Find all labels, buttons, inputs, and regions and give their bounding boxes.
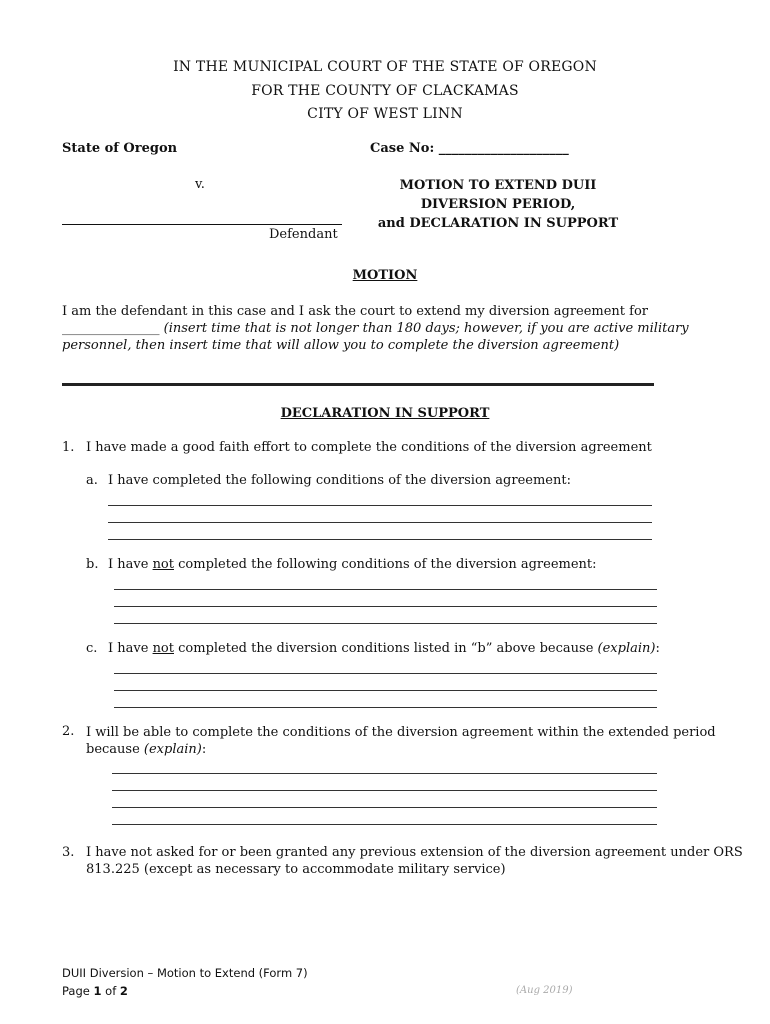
motion-paragraph [62,303,712,354]
item1b-answer-line[interactable] [114,589,657,590]
court-title-line1: IN THE MUNICIPAL COURT OF THE STATE OF OREGON [173,59,597,75]
defendant-name-line[interactable] [62,224,342,225]
item2-answer-line[interactable] [112,773,657,774]
motion-title-line3: and DECLARATION IN SUPPORT [377,216,619,231]
item1c-label: c. [86,641,98,656]
item1b-label: b. [86,557,99,572]
footer-revision-date: (Aug 2019) [516,985,573,996]
plaintiff-name: State of Oregon [62,141,178,156]
item1a-answer-line[interactable] [108,539,652,540]
court-title-line2: FOR THE COUNTY OF CLACKAMAS [251,83,519,99]
item1b-answer-line[interactable] [114,606,657,607]
versus-label: v. [195,177,205,192]
motion-title-line2: DIVERSION PERIOD, [420,197,576,212]
motion-heading: MOTION [352,268,418,283]
item1b-text: I have not completed the following conditions of the diversion agreement: [108,557,597,572]
item1b-answer-line[interactable] [114,623,657,624]
item2-text: I will be able to complete the conditions of the diversion agreement within the extended period because (explain): [86,725,716,757]
item1a-answer-line[interactable] [108,505,652,506]
item2-number: 2. [62,724,75,739]
diversion-time-blank[interactable]: _______________ [62,321,160,336]
item3-number: 3. [62,845,75,860]
item1-text: I have made a good faith effort to complete the conditions of the diversion agreement [86,440,652,455]
motion-text-line3: personnel, then insert time that will allow you to complete the diversion agreement) [62,338,620,353]
motion-text-line1: I am the defendant in this case and I ask the court to extend my diversion agreement for [62,304,649,319]
motion-title-line1: MOTION TO EXTEND DUII [399,178,597,193]
item1c-answer-line[interactable] [114,673,657,674]
case-number-field[interactable]: Case No: ____________________ [370,141,569,156]
item1a-text: I have completed the following conditions of the diversion agreement: [108,473,571,488]
section-divider [62,383,654,386]
court-title-line3: CITY OF WEST LINN [307,106,463,122]
item3-text: I have not asked for or been granted any previous extension of the diversion agreement under ORS 813.225 (except as necessary to accommodate military service) [86,845,743,877]
item1a-answer-line[interactable] [108,522,652,523]
footer-form-name: DUII Diversion – Motion to Extend (Form 7) [62,966,308,980]
motion-title-block [372,176,624,233]
item1-number: 1. [62,440,75,455]
motion-text-line2: (insert time that is not longer than 180 days; however, if you are active military [159,321,689,336]
defendant-label: Defendant [269,227,338,242]
item1a-label: a. [86,473,98,488]
footer-page-number: Page 1 of 2 [62,984,128,998]
item2-answer-line[interactable] [112,807,657,808]
item2-answer-line[interactable] [112,790,657,791]
item1c-answer-line[interactable] [114,690,657,691]
declaration-heading: DECLARATION IN SUPPORT [280,406,490,421]
item1c-answer-line[interactable] [114,707,657,708]
item2-answer-line[interactable] [112,824,657,825]
item1c-text: I have not completed the diversion conditions listed in “b” above because (explain): [108,641,660,656]
